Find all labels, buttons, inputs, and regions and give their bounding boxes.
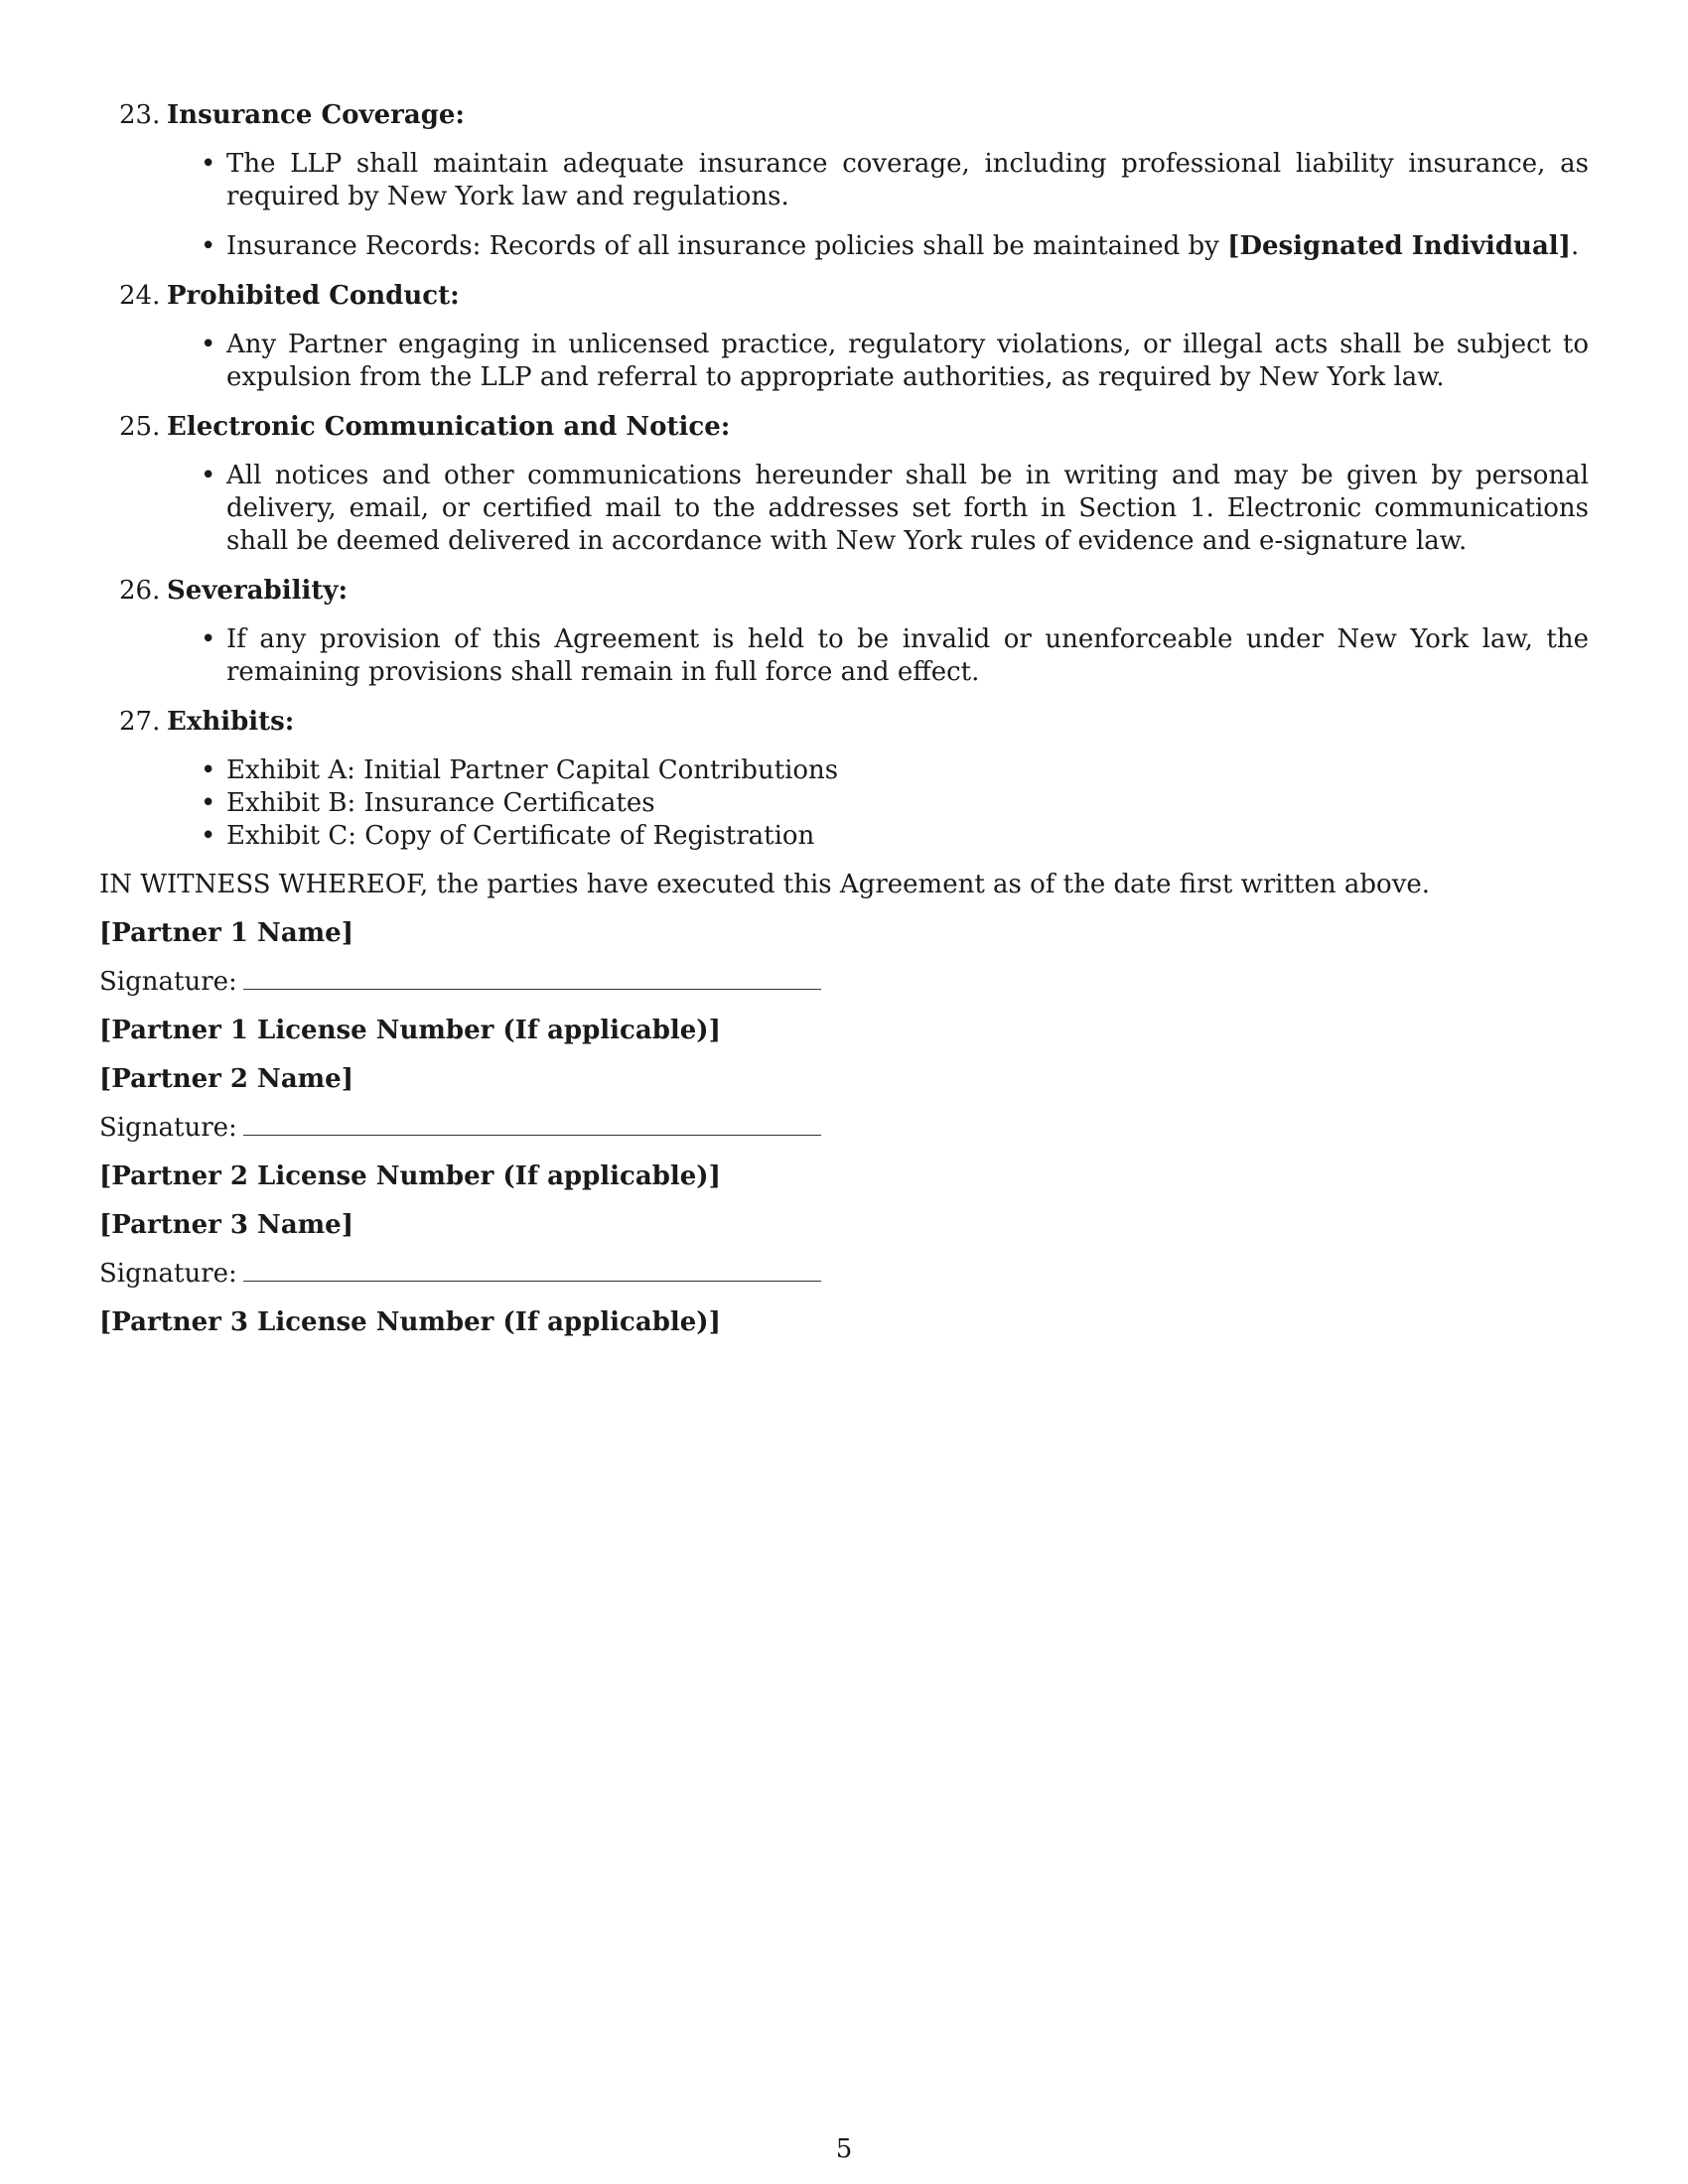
bullet-item: • If any provision of this Agreement is held to be invalid or unenforceable under New York law, the remaining provisions shall remain in full force and effect. — [226, 623, 1589, 689]
partner-1-signature-block — [99, 966, 1589, 999]
exhibit-item: • Exhibit C: Copy of Certificate of Registration — [226, 820, 1589, 853]
signature-label: Signature: — [99, 1259, 237, 1289]
section-26-severability — [99, 575, 1589, 689]
bullet-list — [99, 460, 1589, 558]
bullet-item-insurance-records — [226, 230, 1589, 263]
section-heading — [99, 280, 1589, 313]
section-title: Insurance Coverage: — [167, 100, 466, 130]
signature-line[interactable] — [243, 1259, 821, 1282]
bullet-list — [99, 623, 1589, 689]
partner-3-signature-block — [99, 1258, 1589, 1291]
signature-label: Signature: — [99, 967, 237, 997]
exhibit-item: • Exhibit B: Insurance Certificates — [226, 787, 1589, 820]
section-title: Exhibits: — [167, 707, 295, 737]
partner-3-license: [Partner 3 License Number (If applicable)] — [99, 1307, 721, 1337]
section-heading — [99, 575, 1589, 608]
section-heading — [99, 99, 1589, 132]
section-title: Prohibited Conduct: — [167, 281, 460, 311]
page-number: 5 — [835, 2134, 853, 2164]
partner-2-signature-block — [99, 1112, 1589, 1145]
bullet-list — [99, 329, 1589, 394]
section-heading — [99, 411, 1589, 444]
section-number: 26. — [119, 576, 161, 606]
bullet-list — [99, 148, 1589, 263]
section-number: 23. — [119, 100, 161, 130]
exhibit-list — [99, 754, 1589, 853]
section-24-prohibited-conduct — [99, 280, 1589, 394]
document-page — [99, 99, 1589, 1355]
section-number: 24. — [119, 281, 161, 311]
bullet-item: • Any Partner engaging in unlicensed practice, regulatory violations, or illegal acts shall be subject to expulsion from the LLP and referral to appropriate authorities, as required by New York law. — [226, 329, 1589, 394]
section-heading — [99, 706, 1589, 739]
section-number: 27. — [119, 707, 161, 737]
signature-label: Signature: — [99, 1113, 237, 1143]
bullet-item: • The LLP shall maintain adequate insurance coverage, including professional liability insurance, as required by New York law and regulations. — [226, 148, 1589, 213]
section-title: Severability: — [167, 576, 349, 606]
bullet-item: • All notices and other communications hereunder shall be in writing and may be given by personal delivery, email, or certified mail to the addresses set forth in Section 1. Electronic communications shall be deemed delivered in accordance with New York rules of evidence and e-signature law. — [226, 460, 1589, 558]
records-prefix-text: Insurance Records: Records of all insurance policies shall be maintained by — [226, 231, 1228, 261]
section-number: 25. — [119, 412, 161, 442]
witness-statement: IN WITNESS WHEREOF, the parties have executed this Agreement as of the date first written above. — [99, 870, 1431, 899]
designated-individual-placeholder: [Designated Individual] — [1227, 231, 1571, 261]
partner-3-name: [Partner 3 Name] — [99, 1210, 354, 1240]
partner-1-license: [Partner 1 License Number (If applicable)] — [99, 1016, 721, 1045]
section-27-exhibits — [99, 706, 1589, 853]
records-suffix-text: . — [1570, 231, 1580, 261]
partner-2-name: [Partner 2 Name] — [99, 1064, 354, 1094]
section-title: Electronic Communication and Notice: — [167, 412, 731, 442]
exhibit-item: • Exhibit A: Initial Partner Capital Contributions — [226, 754, 1589, 787]
signature-line[interactable] — [243, 1113, 821, 1136]
section-25-electronic-communication — [99, 411, 1589, 558]
partner-2-license: [Partner 2 License Number (If applicable)] — [99, 1161, 721, 1191]
section-23-insurance-coverage — [99, 99, 1589, 263]
partner-1-name: [Partner 1 Name] — [99, 918, 354, 948]
signature-line[interactable] — [243, 967, 821, 990]
